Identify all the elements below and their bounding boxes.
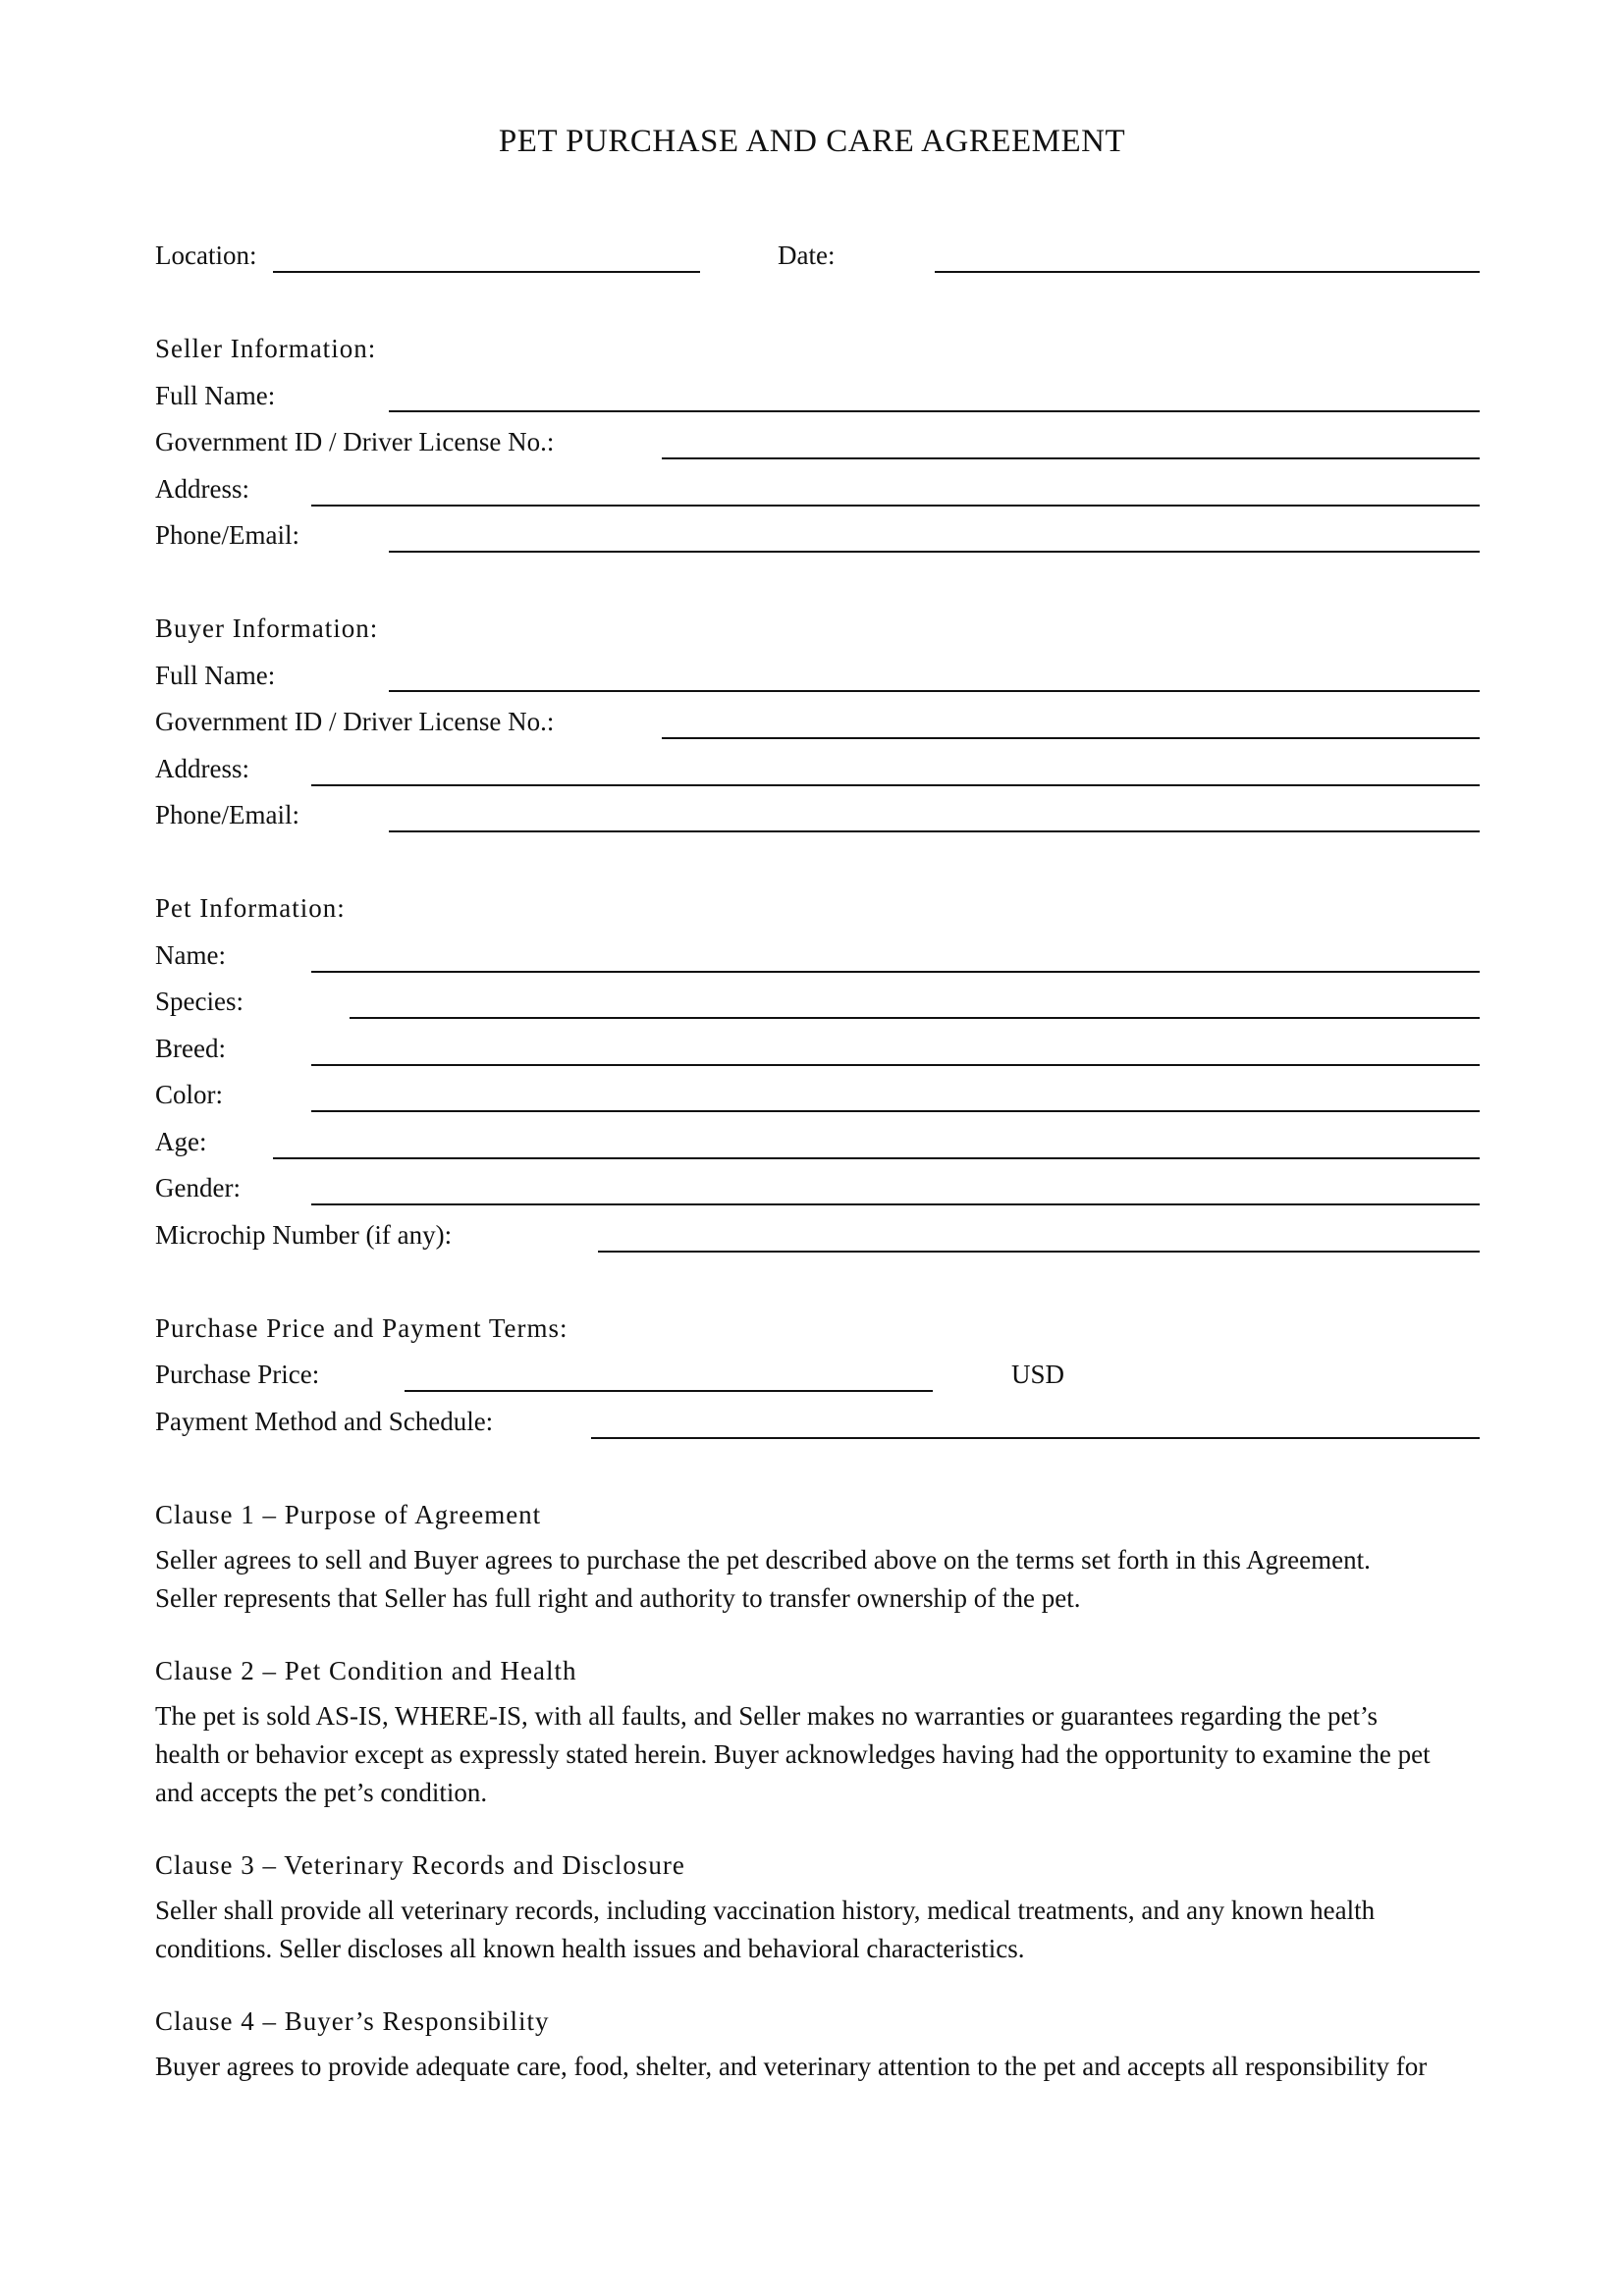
buyer-full-name-label: Full Name: xyxy=(155,661,276,690)
pet-color-label: Color: xyxy=(155,1080,224,1109)
date-field[interactable] xyxy=(935,271,1480,273)
pet-breed-label: Breed: xyxy=(155,1034,226,1063)
clause-4-body xyxy=(155,2048,1481,2086)
document-title: PET PURCHASE AND CARE AGREEMENT xyxy=(498,124,1126,159)
seller-address-label: Address: xyxy=(155,474,249,504)
seller-gov-id-field[interactable] xyxy=(662,457,1480,459)
buyer-gov-id-field[interactable] xyxy=(662,737,1480,739)
buyer-address-field[interactable] xyxy=(311,784,1480,786)
buyer-full-name-field[interactable] xyxy=(389,690,1480,692)
clause-1-body xyxy=(155,1541,1481,1618)
clause-3-line-2: conditions. Seller discloses all known health issues and behavioral characteristics. xyxy=(155,1934,1025,1963)
clause-3-line-1: Seller shall provide all veterinary records, including vaccination history, medical treatments, and any known health xyxy=(155,1896,1376,1925)
clause-2-body xyxy=(155,1697,1481,1812)
pet-microchip-field[interactable] xyxy=(598,1251,1480,1253)
pet-species-label: Species: xyxy=(155,987,244,1016)
clause-3-body xyxy=(155,1892,1481,1968)
seller-gov-id-label: Government ID / Driver License No.: xyxy=(155,427,555,456)
buyer-address-label: Address: xyxy=(155,754,249,783)
pet-color-field[interactable] xyxy=(311,1110,1480,1112)
pet-name-field[interactable] xyxy=(311,971,1480,973)
pet-gender-label: Gender: xyxy=(155,1173,241,1202)
pet-age-label: Age: xyxy=(155,1127,207,1156)
pet-breed-field[interactable] xyxy=(311,1064,1480,1066)
purchase-price-label: Purchase Price: xyxy=(155,1360,320,1389)
purchase-price-field[interactable] xyxy=(405,1390,933,1392)
pet-heading: Pet Information: xyxy=(155,893,346,923)
clause-4-heading: Clause 4 – Buyer’s Responsibility xyxy=(155,2006,550,2036)
seller-heading: Seller Information: xyxy=(155,334,377,363)
clause-3-heading: Clause 3 – Veterinary Records and Disclosure xyxy=(155,1850,685,1880)
buyer-heading: Buyer Information: xyxy=(155,614,379,643)
clause-4-line-1: Buyer agrees to provide adequate care, food, shelter, and veterinary attention to the pet and accepts all responsibility for xyxy=(155,2052,1428,2081)
seller-address-field[interactable] xyxy=(311,505,1480,507)
seller-contact-field[interactable] xyxy=(389,551,1480,553)
pet-microchip-label: Microchip Number (if any): xyxy=(155,1220,453,1250)
pet-name-label: Name: xyxy=(155,940,226,970)
buyer-gov-id-label: Government ID / Driver License No.: xyxy=(155,707,555,736)
clause-2-line-1: The pet is sold AS-IS, WHERE-IS, with all faults, and Seller makes no warranties or guarantees regarding the pet’s xyxy=(155,1701,1378,1731)
pet-gender-field[interactable] xyxy=(311,1203,1480,1205)
payment-heading: Purchase Price and Payment Terms: xyxy=(155,1313,568,1343)
clause-2-line-3: and accepts the pet’s condition. xyxy=(155,1778,488,1807)
buyer-contact-label: Phone/Email: xyxy=(155,800,299,829)
clause-1-line-2: Seller represents that Seller has full right and authority to transfer ownership of the pet. xyxy=(155,1583,1081,1613)
currency-label: USD xyxy=(1011,1360,1065,1389)
clause-2-heading: Clause 2 – Pet Condition and Health xyxy=(155,1656,577,1685)
location-field[interactable] xyxy=(273,271,700,273)
pet-species-field[interactable] xyxy=(350,1017,1480,1019)
buyer-contact-field[interactable] xyxy=(389,830,1480,832)
seller-full-name-label: Full Name: xyxy=(155,381,276,410)
clause-1-line-1: Seller agrees to sell and Buyer agrees to purchase the pet described above on the terms set forth in this Agreement. xyxy=(155,1545,1371,1575)
clause-1-heading: Clause 1 – Purpose of Agreement xyxy=(155,1500,542,1529)
seller-full-name-field[interactable] xyxy=(389,410,1480,412)
payment-method-label: Payment Method and Schedule: xyxy=(155,1407,494,1436)
payment-method-field[interactable] xyxy=(591,1437,1480,1439)
pet-age-field[interactable] xyxy=(273,1157,1480,1159)
clause-2-line-2: health or behavior except as expressly stated herein. Buyer acknowledges having had the opportunity to examine the pet xyxy=(155,1739,1431,1769)
location-label: Location: xyxy=(155,240,257,270)
date-label: Date: xyxy=(778,240,836,270)
seller-contact-label: Phone/Email: xyxy=(155,520,299,550)
